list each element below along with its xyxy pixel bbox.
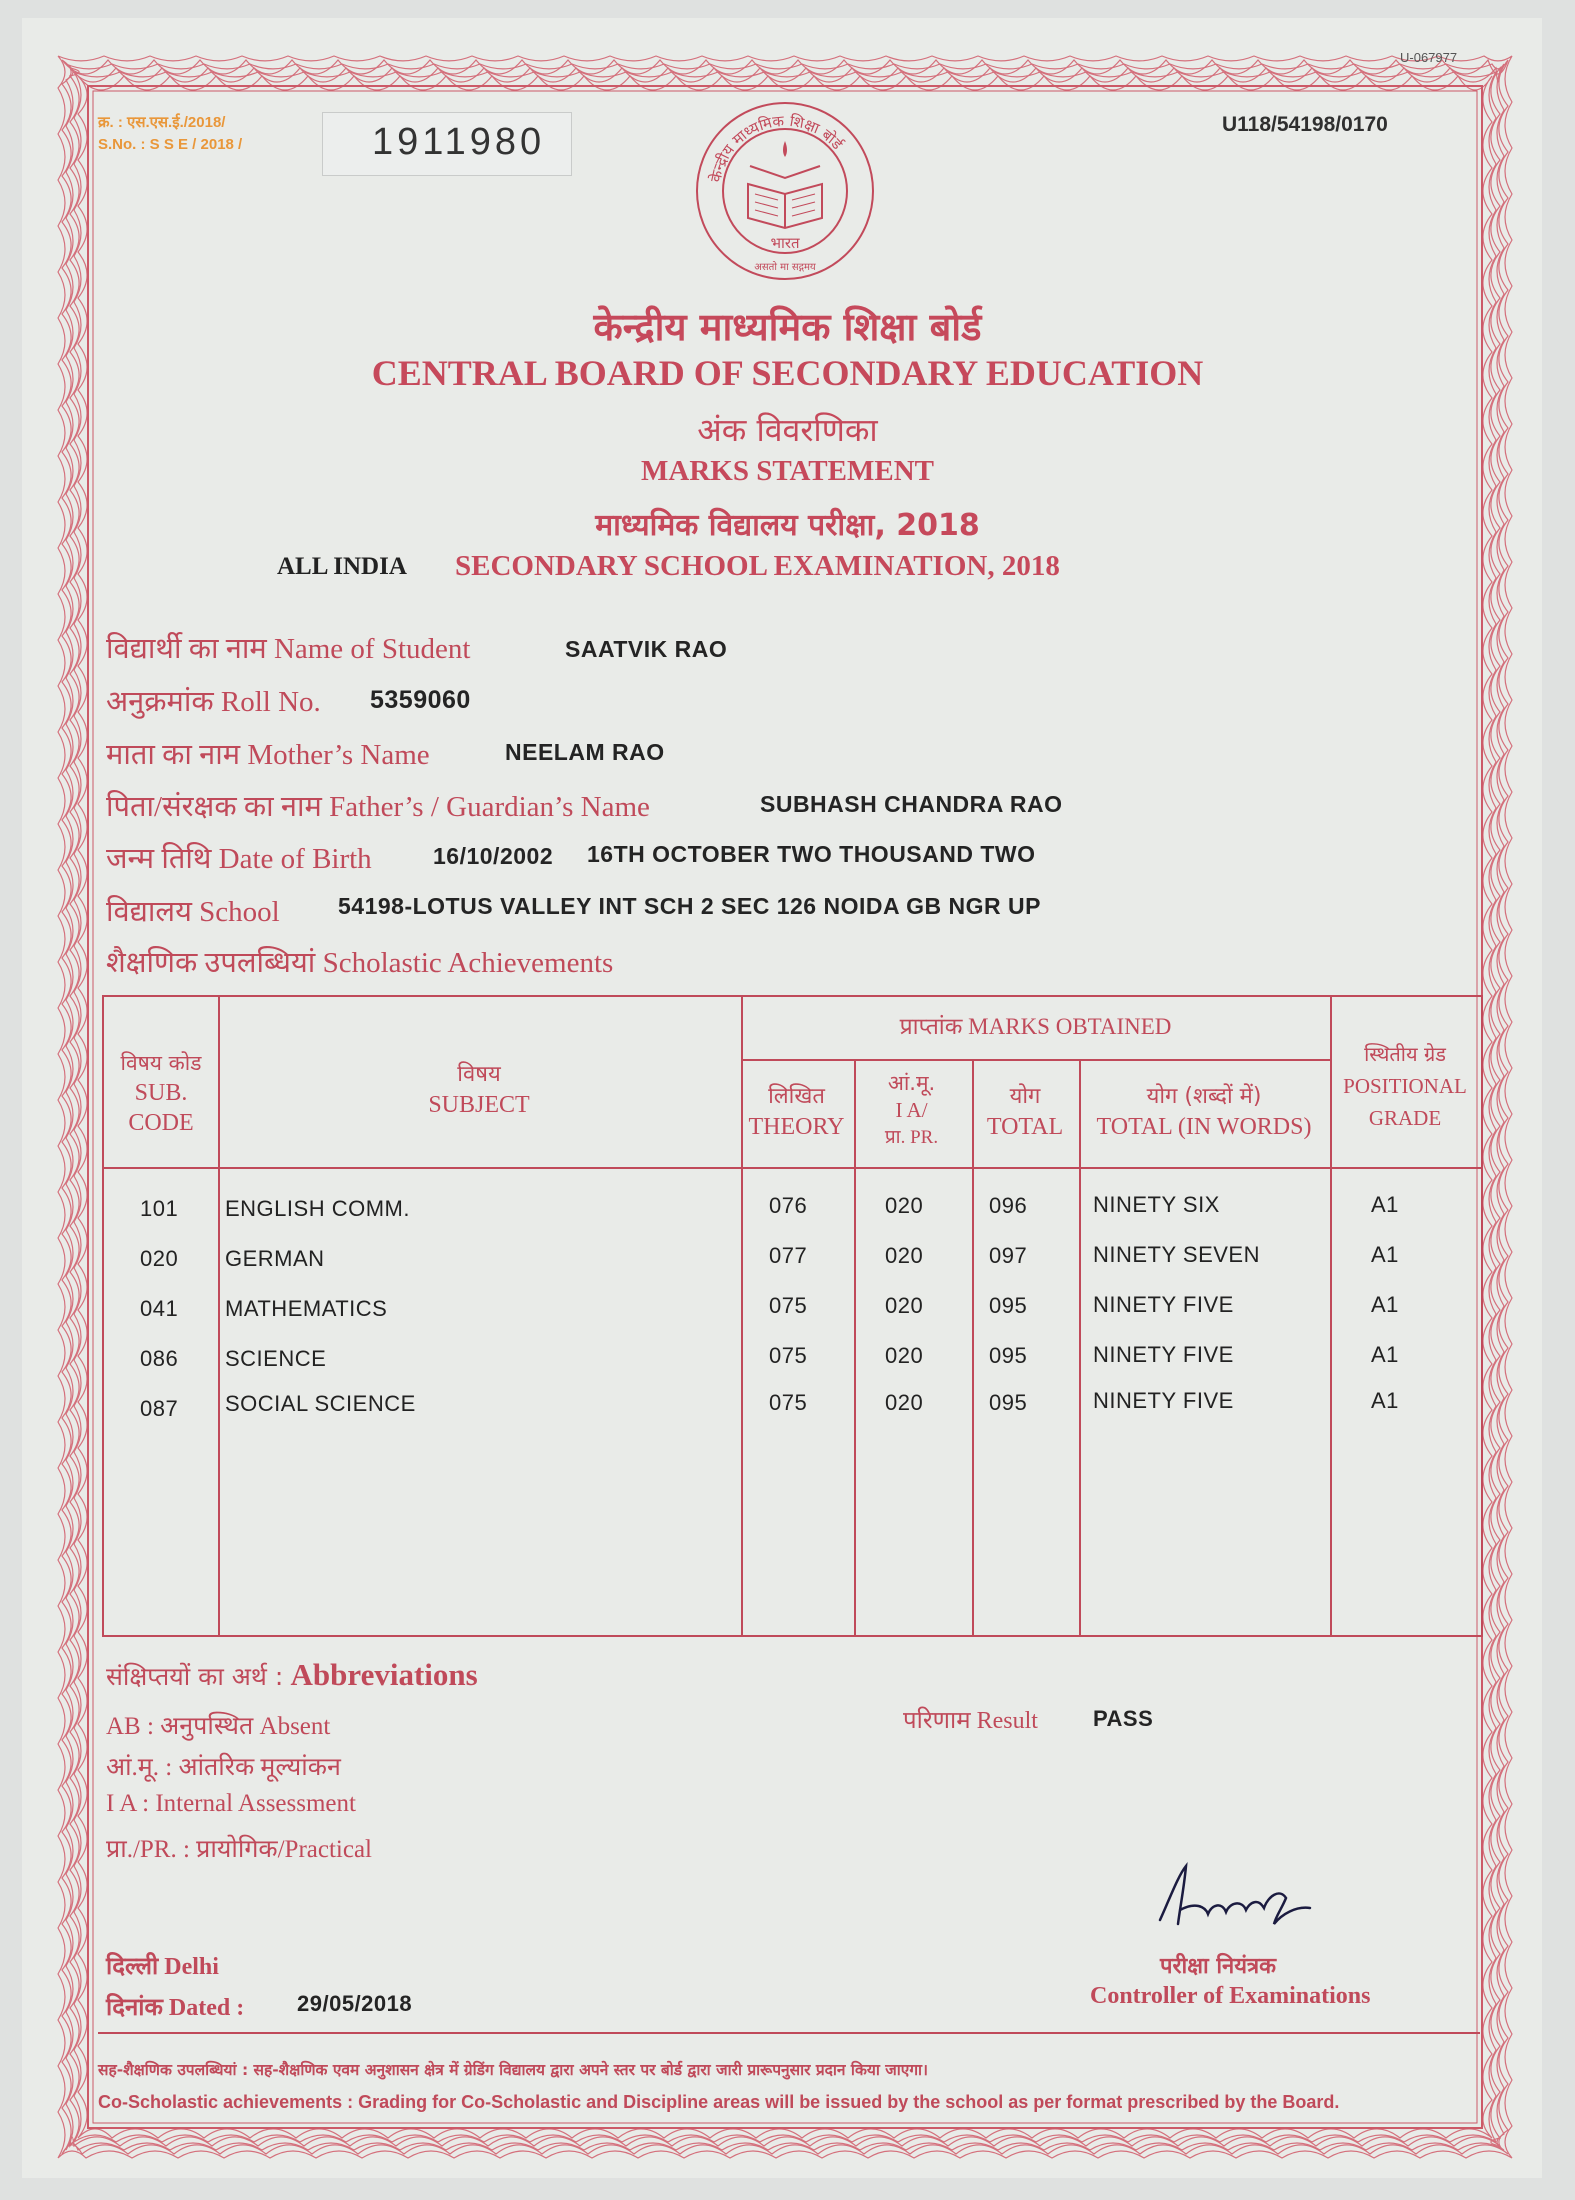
mother-name: NEELAM RAO	[505, 739, 665, 765]
dated-value: 29/05/2018	[297, 1991, 413, 2016]
school-name: 54198-LOTUS VALLEY INT SCH 2 SEC 126 NOIDA GB NGR UP	[338, 893, 1041, 919]
dob-label: जन्म तिथि Date of Birth	[106, 843, 372, 875]
exam-title-english: SECONDARY SCHOOL EXAMINATION, 2018	[455, 550, 1060, 582]
subject-code: 086	[140, 1346, 179, 1371]
subject-code: 020	[140, 1246, 179, 1271]
total-marks: 095	[989, 1293, 1028, 1318]
controller-title-hindi: परीक्षा नियंत्रक	[1160, 1954, 1277, 1979]
roll-number: 5359060	[370, 686, 471, 714]
table-row	[0, 1342, 1575, 1376]
scholastic-label: शैक्षणिक उपलब्धियां Scholastic Achievements	[106, 947, 614, 979]
controller-title-english: Controller of Examinations	[1090, 1983, 1371, 2009]
footer-note-english: Co-Scholastic achievements : Grading for Co-Scholastic and Discipline areas will be issued by the school as per format prescribed by the Board.	[98, 2092, 1340, 2112]
place: दिल्ली Delhi	[106, 1954, 219, 1980]
theory-marks: 076	[769, 1193, 808, 1218]
subject-code: 041	[140, 1296, 179, 1321]
total-in-words: NINETY FIVE	[1093, 1388, 1234, 1413]
corner-code: U-067977	[1400, 50, 1458, 65]
theory-marks: 077	[769, 1243, 808, 1268]
total-in-words: NINETY SIX	[1093, 1192, 1220, 1217]
ia-marks: 020	[885, 1293, 924, 1318]
col-header-code: विषय कोड SUB. CODE	[120, 1051, 202, 1136]
father-name: SUBHASH CHANDRA RAO	[760, 791, 1063, 817]
col-header-grade: स्थितीय ग्रेड POSITIONAL GRADE	[1343, 1042, 1467, 1130]
abbreviations-title: संक्षिप्तयों का अर्थ : Abbreviations	[106, 1657, 478, 1692]
dob-words: 16TH OCTOBER TWO THOUSAND TWO	[587, 841, 1036, 867]
emblem-country: भारत	[770, 234, 800, 252]
cbse-emblem	[690, 96, 880, 286]
footer-divider	[98, 2032, 1480, 2034]
subject-name: SOCIAL SCIENCE	[225, 1391, 416, 1416]
positional-grade: A1	[1371, 1342, 1399, 1367]
controller-signature	[1150, 1858, 1320, 1938]
col-header-marks-obtained: प्राप्तांक MARKS OBTAINED	[899, 1014, 1172, 1039]
abbreviation-item: प्रा./PR. : प्रायोगिक/Practical	[106, 1836, 372, 1863]
serial-hindi: क्र. : एस.एस.ई./2018/	[98, 114, 226, 131]
ia-marks: 020	[885, 1343, 924, 1368]
roll-number-label: अनुक्रमांक Roll No.	[106, 686, 321, 718]
abbreviation-item: AB : अनुपस्थित Absent	[106, 1713, 331, 1740]
col-header-subject: विषय SUBJECT	[428, 1062, 530, 1118]
board-name-english: CENTRAL BOARD OF SECONDARY EDUCATION	[371, 353, 1204, 393]
positional-grade: A1	[1371, 1292, 1399, 1317]
mother-name-label: माता का नाम Mother’s Name	[106, 739, 430, 771]
col-header-total-words: योग (शब्दों में) TOTAL (IN WORDS)	[1096, 1084, 1312, 1140]
exam-title-hindi: माध्यमिक विद्यालय परीक्षा, 2018	[595, 508, 980, 543]
subject-name: SCIENCE	[225, 1346, 327, 1371]
col-header-ia: आं.मू. I A/ प्रा. PR.	[884, 1071, 939, 1148]
exam-prefix: ALL INDIA	[277, 553, 407, 580]
result-label: परिणाम Result	[903, 1708, 1038, 1734]
subject-code: 101	[140, 1196, 179, 1221]
table-row	[0, 1388, 1575, 1426]
total-in-words: NINETY SEVEN	[1093, 1242, 1260, 1267]
subject-code: 087	[140, 1396, 179, 1421]
reference-code: U118/54198/0170	[1222, 113, 1388, 136]
abbreviation-item: आं.मू. : आंतरिक मूल्यांकन	[106, 1754, 341, 1781]
theory-marks: 075	[769, 1343, 808, 1368]
emblem-ring-text: केन्द्रीय माध्यमिक शिक्षा बोर्ड	[706, 111, 847, 184]
ia-marks: 020	[885, 1243, 924, 1268]
subject-name: MATHEMATICS	[225, 1296, 388, 1321]
student-name-label: विद्यार्थी का नाम Name of Student	[106, 633, 471, 665]
total-marks: 097	[989, 1243, 1028, 1268]
table-row	[0, 1292, 1575, 1326]
emblem-motto: असतो मा सद्गमय	[754, 262, 816, 273]
positional-grade: A1	[1371, 1242, 1399, 1267]
total-in-words: NINETY FIVE	[1093, 1292, 1234, 1317]
ia-marks: 020	[885, 1193, 924, 1218]
student-name: SAATVIK RAO	[565, 636, 728, 662]
dated-label: दिनांक Dated :	[106, 1995, 245, 2021]
theory-marks: 075	[769, 1293, 808, 1318]
col-header-theory: लिखित THEORY	[748, 1084, 845, 1140]
total-in-words: NINETY FIVE	[1093, 1342, 1234, 1367]
subject-name: GERMAN	[225, 1246, 325, 1271]
total-marks: 095	[989, 1390, 1028, 1415]
positional-grade: A1	[1371, 1192, 1399, 1217]
table-row	[0, 1192, 1575, 1226]
serial-english: S.No. : S S E / 2018 /	[98, 136, 243, 153]
abbreviation-item: I A : Internal Assessment	[106, 1790, 356, 1817]
father-name-label: पिता/संरक्षक का नाम Father’s / Guardian’s Name	[106, 791, 650, 823]
table-row	[0, 1242, 1575, 1276]
theory-marks: 075	[769, 1390, 808, 1415]
document-title-english: MARKS STATEMENT	[641, 455, 934, 487]
school-label: विद्यालय School	[106, 896, 280, 928]
col-header-total: योग TOTAL	[986, 1084, 1064, 1140]
board-name-hindi: केन्द्रीय माध्यमिक शिक्षा बोर्ड	[593, 305, 982, 349]
footer-note-hindi: सह-शैक्षणिक उपलब्धियां : सह-शैक्षणिक एवम अनुशासन क्षेत्र में ग्रेडिंग विद्यालय द्वारा अपने स्तर पर बोर्ड द्वारा जारी प्रारूपनुसार प्रदान किया जाएगा।	[98, 2061, 928, 2079]
ia-marks: 020	[885, 1390, 924, 1415]
dob-value: 16/10/2002	[433, 843, 554, 869]
document-title-hindi: अंक विवरणिका	[697, 411, 878, 449]
total-marks: 096	[989, 1193, 1028, 1218]
result-value: PASS	[1093, 1706, 1154, 1731]
subject-name: ENGLISH COMM.	[225, 1196, 410, 1221]
svg-text:केन्द्रीय माध्यमिक शिक्षा बोर्	[707, 112, 847, 184]
total-marks: 095	[989, 1343, 1028, 1368]
positional-grade: A1	[1371, 1388, 1399, 1413]
serial-number: 1911980	[372, 121, 546, 163]
